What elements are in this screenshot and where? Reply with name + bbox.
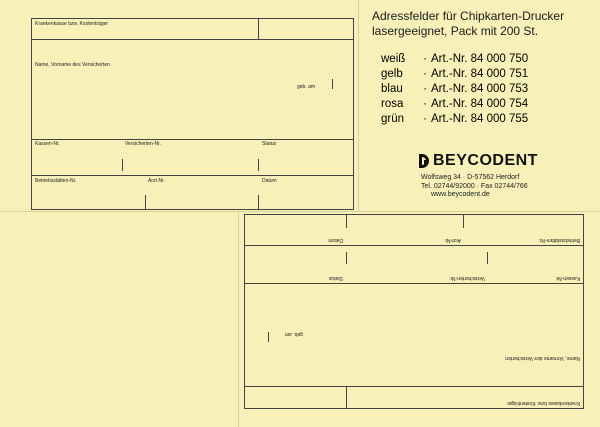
name-label: Name, Vorname des Versicherten bbox=[505, 355, 580, 361]
insurer-label: Krankenkasse bzw. Kostenträger bbox=[506, 400, 580, 406]
product-info bbox=[372, 9, 592, 39]
date-label: Datum bbox=[262, 178, 277, 184]
divider-line bbox=[32, 139, 353, 140]
status-label: Status bbox=[328, 275, 343, 281]
divider-line bbox=[346, 252, 347, 264]
article-row bbox=[381, 52, 581, 67]
beycodent-logo-icon bbox=[419, 154, 429, 168]
divider-line bbox=[268, 332, 269, 342]
status-label: Status bbox=[262, 141, 277, 147]
article-number: Art.-Nr. 84 000 750 bbox=[431, 53, 529, 65]
divider-line bbox=[245, 283, 583, 284]
dob-label: geb. am bbox=[297, 84, 316, 90]
rotated-form-wrapper bbox=[244, 214, 584, 409]
divider-line bbox=[258, 19, 259, 39]
site-label: Betriebsstätten-Nr. bbox=[538, 237, 580, 243]
divider-line bbox=[487, 252, 488, 264]
contact-line: Tel. 02744/92000 · Fax 02744/766 bbox=[421, 182, 528, 190]
divider-line bbox=[258, 159, 259, 171]
divider-line bbox=[346, 387, 347, 408]
site-label: Betriebsstätten-Nr. bbox=[35, 178, 77, 184]
divider-line bbox=[332, 79, 333, 89]
color-name: grün bbox=[381, 113, 405, 125]
product-title-line-1: Adressfelder für Chipkarten-Drucker bbox=[372, 9, 565, 23]
address-line: Wolfsweg 34 · D-57562 Herdorf bbox=[421, 174, 520, 181]
insurer-label: Krankenkasse bzw. Kostenträger bbox=[35, 21, 109, 27]
separator-dot: · bbox=[423, 53, 427, 65]
address-field-form bbox=[31, 18, 354, 210]
separator-dot: · bbox=[423, 68, 427, 80]
article-row bbox=[381, 97, 581, 112]
company-address bbox=[421, 174, 528, 200]
color-name: blau bbox=[381, 83, 403, 95]
address-field-form-rotated bbox=[244, 214, 584, 409]
perforation-vertical bbox=[358, 0, 359, 212]
article-number: Art.-Nr. 84 000 754 bbox=[431, 98, 529, 110]
insured-no-label: Versicherten-Nr. bbox=[125, 141, 161, 147]
article-list bbox=[381, 52, 581, 127]
website-link[interactable]: www.beycodent.de bbox=[431, 191, 490, 198]
divider-line bbox=[346, 215, 347, 228]
article-number: Art.-Nr. 84 000 755 bbox=[431, 113, 529, 125]
article-row bbox=[381, 67, 581, 82]
divider-line bbox=[122, 159, 123, 171]
article-number: Art.-Nr. 84 000 753 bbox=[431, 83, 529, 95]
article-row bbox=[381, 112, 581, 127]
separator-dot: · bbox=[423, 113, 427, 125]
article-number: Art.-Nr. 84 000 751 bbox=[431, 68, 529, 80]
brand-name: BEYCODENT bbox=[433, 152, 538, 169]
color-name: gelb bbox=[381, 68, 403, 80]
color-name: weiß bbox=[381, 53, 406, 65]
cashbox-label: Kassen-Nr. bbox=[555, 275, 580, 281]
date-label: Datum bbox=[328, 237, 343, 243]
color-name: rosa bbox=[381, 98, 404, 110]
brand-logo bbox=[419, 152, 538, 170]
doctor-label: Arzt-Nr. bbox=[444, 237, 461, 243]
separator-dot: · bbox=[423, 98, 427, 110]
article-row bbox=[381, 82, 581, 97]
doctor-label: Arzt-Nr. bbox=[148, 178, 165, 184]
divider-line bbox=[245, 386, 583, 387]
separator-dot: · bbox=[423, 83, 427, 95]
insured-no-label: Versicherten-Nr. bbox=[449, 275, 485, 281]
divider-line bbox=[245, 245, 583, 246]
divider-line bbox=[145, 195, 146, 209]
divider-line bbox=[32, 175, 353, 176]
name-label: Name, Vorname des Versicherten bbox=[35, 62, 110, 68]
perforation-horizontal bbox=[0, 211, 600, 212]
divider-line bbox=[32, 39, 353, 40]
dob-label: geb. am bbox=[284, 331, 303, 337]
divider-line bbox=[258, 195, 259, 209]
product-title-line-2: lasergeeignet, Pack mit 200 St. bbox=[372, 24, 539, 38]
divider-line bbox=[463, 215, 464, 228]
perforation-vertical-lower bbox=[238, 212, 239, 427]
cashbox-label: Kassen-Nr. bbox=[35, 141, 60, 147]
